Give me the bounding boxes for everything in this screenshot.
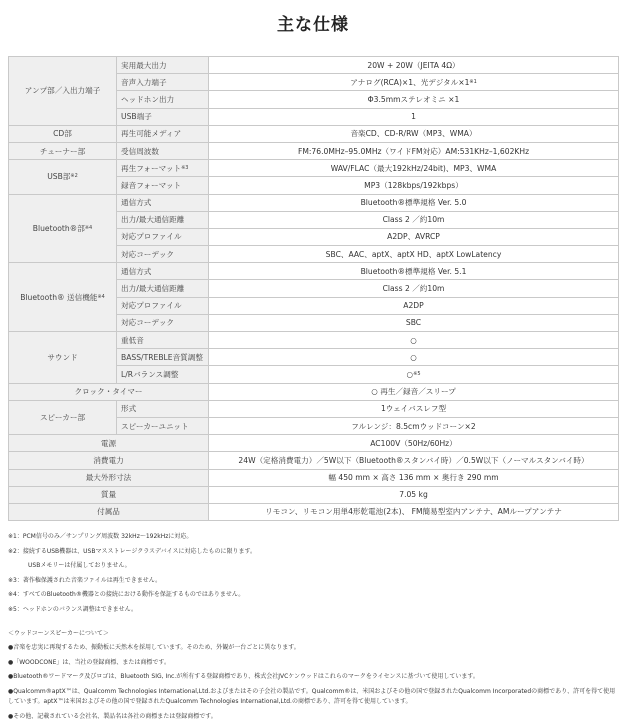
category-bluetooth-transmit: Bluetooth® 送信機能$^{※4}$ — [9, 263, 117, 332]
footnote: ※5：ヘッドホンのバランス調整はできません。 — [8, 605, 138, 613]
footnote: USBメモリーは付属しておりません。 — [28, 562, 131, 570]
row-value: 幅 450 mm × 高さ 136 mm × 奥行き 290 mm — [209, 469, 619, 486]
row-value: A2DP、AVRCP — [209, 228, 619, 245]
row-value: 24W（定格消費電力）／5W以下（Bluetooth®スタンバイ時）／0.5W以下（ノーマルスタンバイ時） — [209, 452, 619, 469]
category-accessories: 付属品 — [9, 503, 209, 520]
row-label: 実用最大出力 — [117, 57, 209, 74]
row-value: 20W + 20W（JEITA 4Ω） — [209, 57, 619, 74]
page-title: 主な仕様 — [277, 15, 349, 35]
note-item: ●Qualcomm®aptX™は、Qualcomm Technologies International,Ltd.およびまたはその子会社の製品です。Qualcomm®は、米国およびその他の国で登録されたQualcomm Incorporatedの商標であり、許可を得て使用しています。aptX™は米国およびその他の国で登録されたQualcomm Technologies International,Ltd.の商標であり、許可を得て使用しています。 — [8, 687, 616, 706]
row-label: 音声入力端子 — [117, 74, 209, 91]
row-label: 出力/最大通信距離 — [117, 280, 209, 297]
spec-table — [8, 56, 619, 521]
row-label: 対応コーデック — [117, 246, 209, 263]
row-label: 形式 — [117, 400, 209, 417]
category-amp: アンプ部／入出力端子 — [9, 57, 117, 126]
row-label: L/Rバランス調整 — [117, 366, 209, 383]
row-label: BASS/TREBLE音質調整 — [117, 349, 209, 366]
row-label: スピーカーユニット — [117, 417, 209, 434]
table-row — [9, 400, 619, 417]
row-label: 受信周波数 — [117, 142, 209, 159]
row-value: 1ウェイバスレフ型 — [209, 400, 619, 417]
row-label: USB端子 — [117, 108, 209, 125]
table-row — [9, 160, 619, 177]
row-label: 対応コーデック — [117, 314, 209, 331]
row-label: 通信方式 — [117, 194, 209, 211]
note-item: ●Bluetooth®ワードマーク及びロゴは、Bluetooth SIG, Inc.が所有する登録商標であり、株式会社JVCケンウッドはこれらのマークをライセンスに基づいて使用しています。 — [8, 673, 479, 681]
row-value: 1 — [209, 108, 619, 125]
row-value: Class 2 ／約10m — [209, 280, 619, 297]
row-value: 7.05 kg — [209, 486, 619, 503]
row-value: WAV/FLAC（最大192kHz/24bit)、MP3、WMA — [209, 160, 619, 177]
footnote: ※2：接続するUSB機器は、USBマスストレージクラスデバイスに対応したものに限ります。 — [8, 547, 257, 555]
row-value: ○ — [209, 332, 619, 349]
table-row — [9, 57, 619, 74]
table-row — [9, 435, 619, 452]
row-value: 音楽CD、CD-R/RW（MP3、WMA） — [209, 125, 619, 142]
row-label: 録音フォーマット — [117, 177, 209, 194]
row-label: 対応プロファイル — [117, 297, 209, 314]
row-label: 再生フォーマット$^{※3}$ — [117, 160, 209, 177]
table-row — [9, 263, 619, 280]
category-bluetooth: Bluetooth®部$^{※4}$ — [9, 194, 117, 263]
row-value: リモコン、リモコン用単4形乾電池(2本)、 FM簡易型室内アンテナ、AMループアンテナ — [209, 503, 619, 520]
table-row — [9, 503, 619, 520]
row-value: Class 2 ／約10m — [209, 211, 619, 228]
row-value: Bluetooth®標準規格 Ver. 5.1 — [209, 263, 619, 280]
row-value: ○ 再生／録音／スリープ — [209, 383, 619, 400]
row-value: フルレンジ：8.5cmウッドコーン×2 — [209, 417, 619, 434]
table-row — [9, 452, 619, 469]
row-value: SBC — [209, 314, 619, 331]
category-clock: クロック・タイマー — [9, 383, 209, 400]
table-row — [9, 332, 619, 349]
row-label: ヘッドホン出力 — [117, 91, 209, 108]
row-value: ○ — [209, 349, 619, 366]
row-value: ○$^{※5}$ — [209, 366, 619, 383]
category-usb: USB部$^{※2}$ — [9, 160, 117, 194]
table-row — [9, 469, 619, 486]
row-value: アナログ(RCA)×1、光デジタル$\times 1^{※1}$ — [209, 74, 619, 91]
note-item: ●音楽を忠実に再現するため、振動板に天然木を採用しています。そのため、外観が一台ごとに異なります。 — [8, 644, 300, 652]
footnote: ※4：すべてのBluetooth®機器との接続における動作を保証するものではありません。 — [8, 591, 245, 599]
table-row — [9, 383, 619, 400]
row-value: AC100V（50Hz/60Hz） — [209, 435, 619, 452]
table-row — [9, 486, 619, 503]
note-item: ●「WOODCONE」は、当社の登録商標、または商標です。 — [8, 658, 170, 666]
row-label: 重低音 — [117, 332, 209, 349]
category-speaker: スピーカー部 — [9, 400, 117, 434]
footnote: ※1：PCM信号のみ／サンプリング周波数 32kHz～192kHzに対応。 — [8, 533, 193, 540]
category-cd: CD部 — [9, 125, 117, 142]
table-row — [9, 125, 619, 142]
table-row — [9, 142, 619, 159]
row-value: FM:76.0MHz–95.0MHz（ワイドFM対応）AM:531KHz–1,602KHz — [209, 142, 619, 159]
footnotes — [8, 530, 620, 725]
note-item: ●その他、記載されている会社名、製品名は各社の商標または登録商標です。 — [8, 712, 217, 720]
category-power: 電源 — [9, 435, 209, 452]
category-dimensions: 最大外形寸法 — [9, 469, 209, 486]
table-row — [9, 194, 619, 211]
row-value: SBC、AAC、aptX、aptX HD、aptX LowLatency — [209, 246, 619, 263]
footnote: ※3：著作権保護された音楽ファイルは再生できません。 — [8, 576, 162, 584]
category-sound: サウンド — [9, 332, 117, 384]
row-value: Bluetooth®標準規格 Ver. 5.0 — [209, 194, 619, 211]
row-label: 通信方式 — [117, 263, 209, 280]
woodcone-heading: ＜ウッドコーンスピーカーについて＞ — [8, 629, 109, 637]
row-label: 対応プロファイル — [117, 228, 209, 245]
row-value: Φ3.5mmステレオミニ ×1 — [209, 91, 619, 108]
row-value: A2DP — [209, 297, 619, 314]
category-consumption: 消費電力 — [9, 452, 209, 469]
category-tuner: チューナー部 — [9, 142, 117, 159]
category-weight: 質量 — [9, 486, 209, 503]
row-label: 出力/最大通信距離 — [117, 211, 209, 228]
row-label: 再生可能メディア — [117, 125, 209, 142]
row-value: MP3（128kbps/192kbps） — [209, 177, 619, 194]
